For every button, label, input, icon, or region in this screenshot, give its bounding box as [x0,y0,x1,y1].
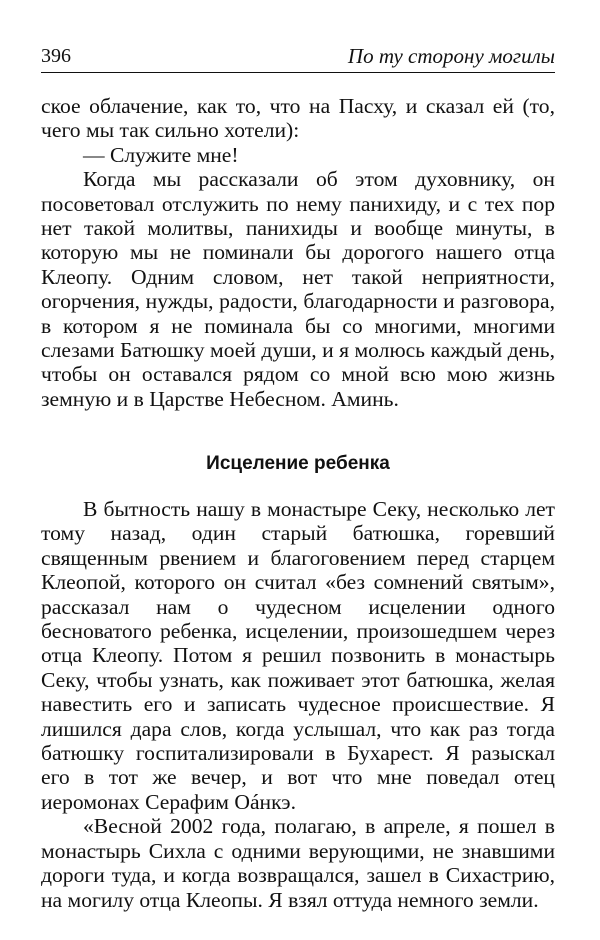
section-two-text [41,497,555,912]
paragraph: В бытность нашу в монастыре Секу, несколько лет тому назад, один старый батюшка, горевший священным рвением и благоговением перед старцем Клеопой, которого он считал «без сомнений святым», рассказал нам о чудесном исцелении одного бесноватого ребенка, исцелении, произошедшем через отца Клеопу. Потом я решил позвонить в монастырь Секу, чтобы узнать, как поживает этот батюшка, желая навестить его и записать чудесное происшествие. Я лишился дара слов, когда услышал, что как раз тогда батюшку госпитализировали в Бухарест. Я разыскал его в тот же вечер, и вот что мне поведал отец иеромонах Серафим Оáнкэ. [41,497,555,814]
paragraph-quote: — Служите мне! [83,142,239,167]
paragraph: «Весной 2002 года, полагаю, в апреле, я пошел в монастырь Сихла с одними верующими, не знавшими дороги туда, и когда возвращался, зашел в Сихастрию, на могилу отца Клеопы. Я взял оттуда немного земли. [41,814,555,912]
running-title: По ту сторону могилы [347,44,555,68]
section-one-text [41,94,555,411]
page-number: 396 [41,45,71,67]
paragraph: Когда мы рассказали об этом духовнику, он посоветовал отслужить по нему панихиду, и с тех пор нет такой молитвы, панихиды и вообще минуты, в которую мы не поминали бы дорогого нашего отца Клеопу. Одним словом, нет такой неприятности, огорчения, нужды, радости, благодарности и разговора, в котором я не поминала бы со многими, многими слезами Батюшку моей души, и я молюсь каждый день, чтобы он оставался рядом со мной всю мою жизнь земную и в Царстве Небесном. Аминь. [41,167,555,411]
paragraph-continuation: ское облачение, как то, что на Пасху, и сказал ей (то, чего мы так сильно хотели): [41,94,555,143]
running-head [41,38,555,73]
section-heading: Исцеление ребенка [206,453,390,474]
